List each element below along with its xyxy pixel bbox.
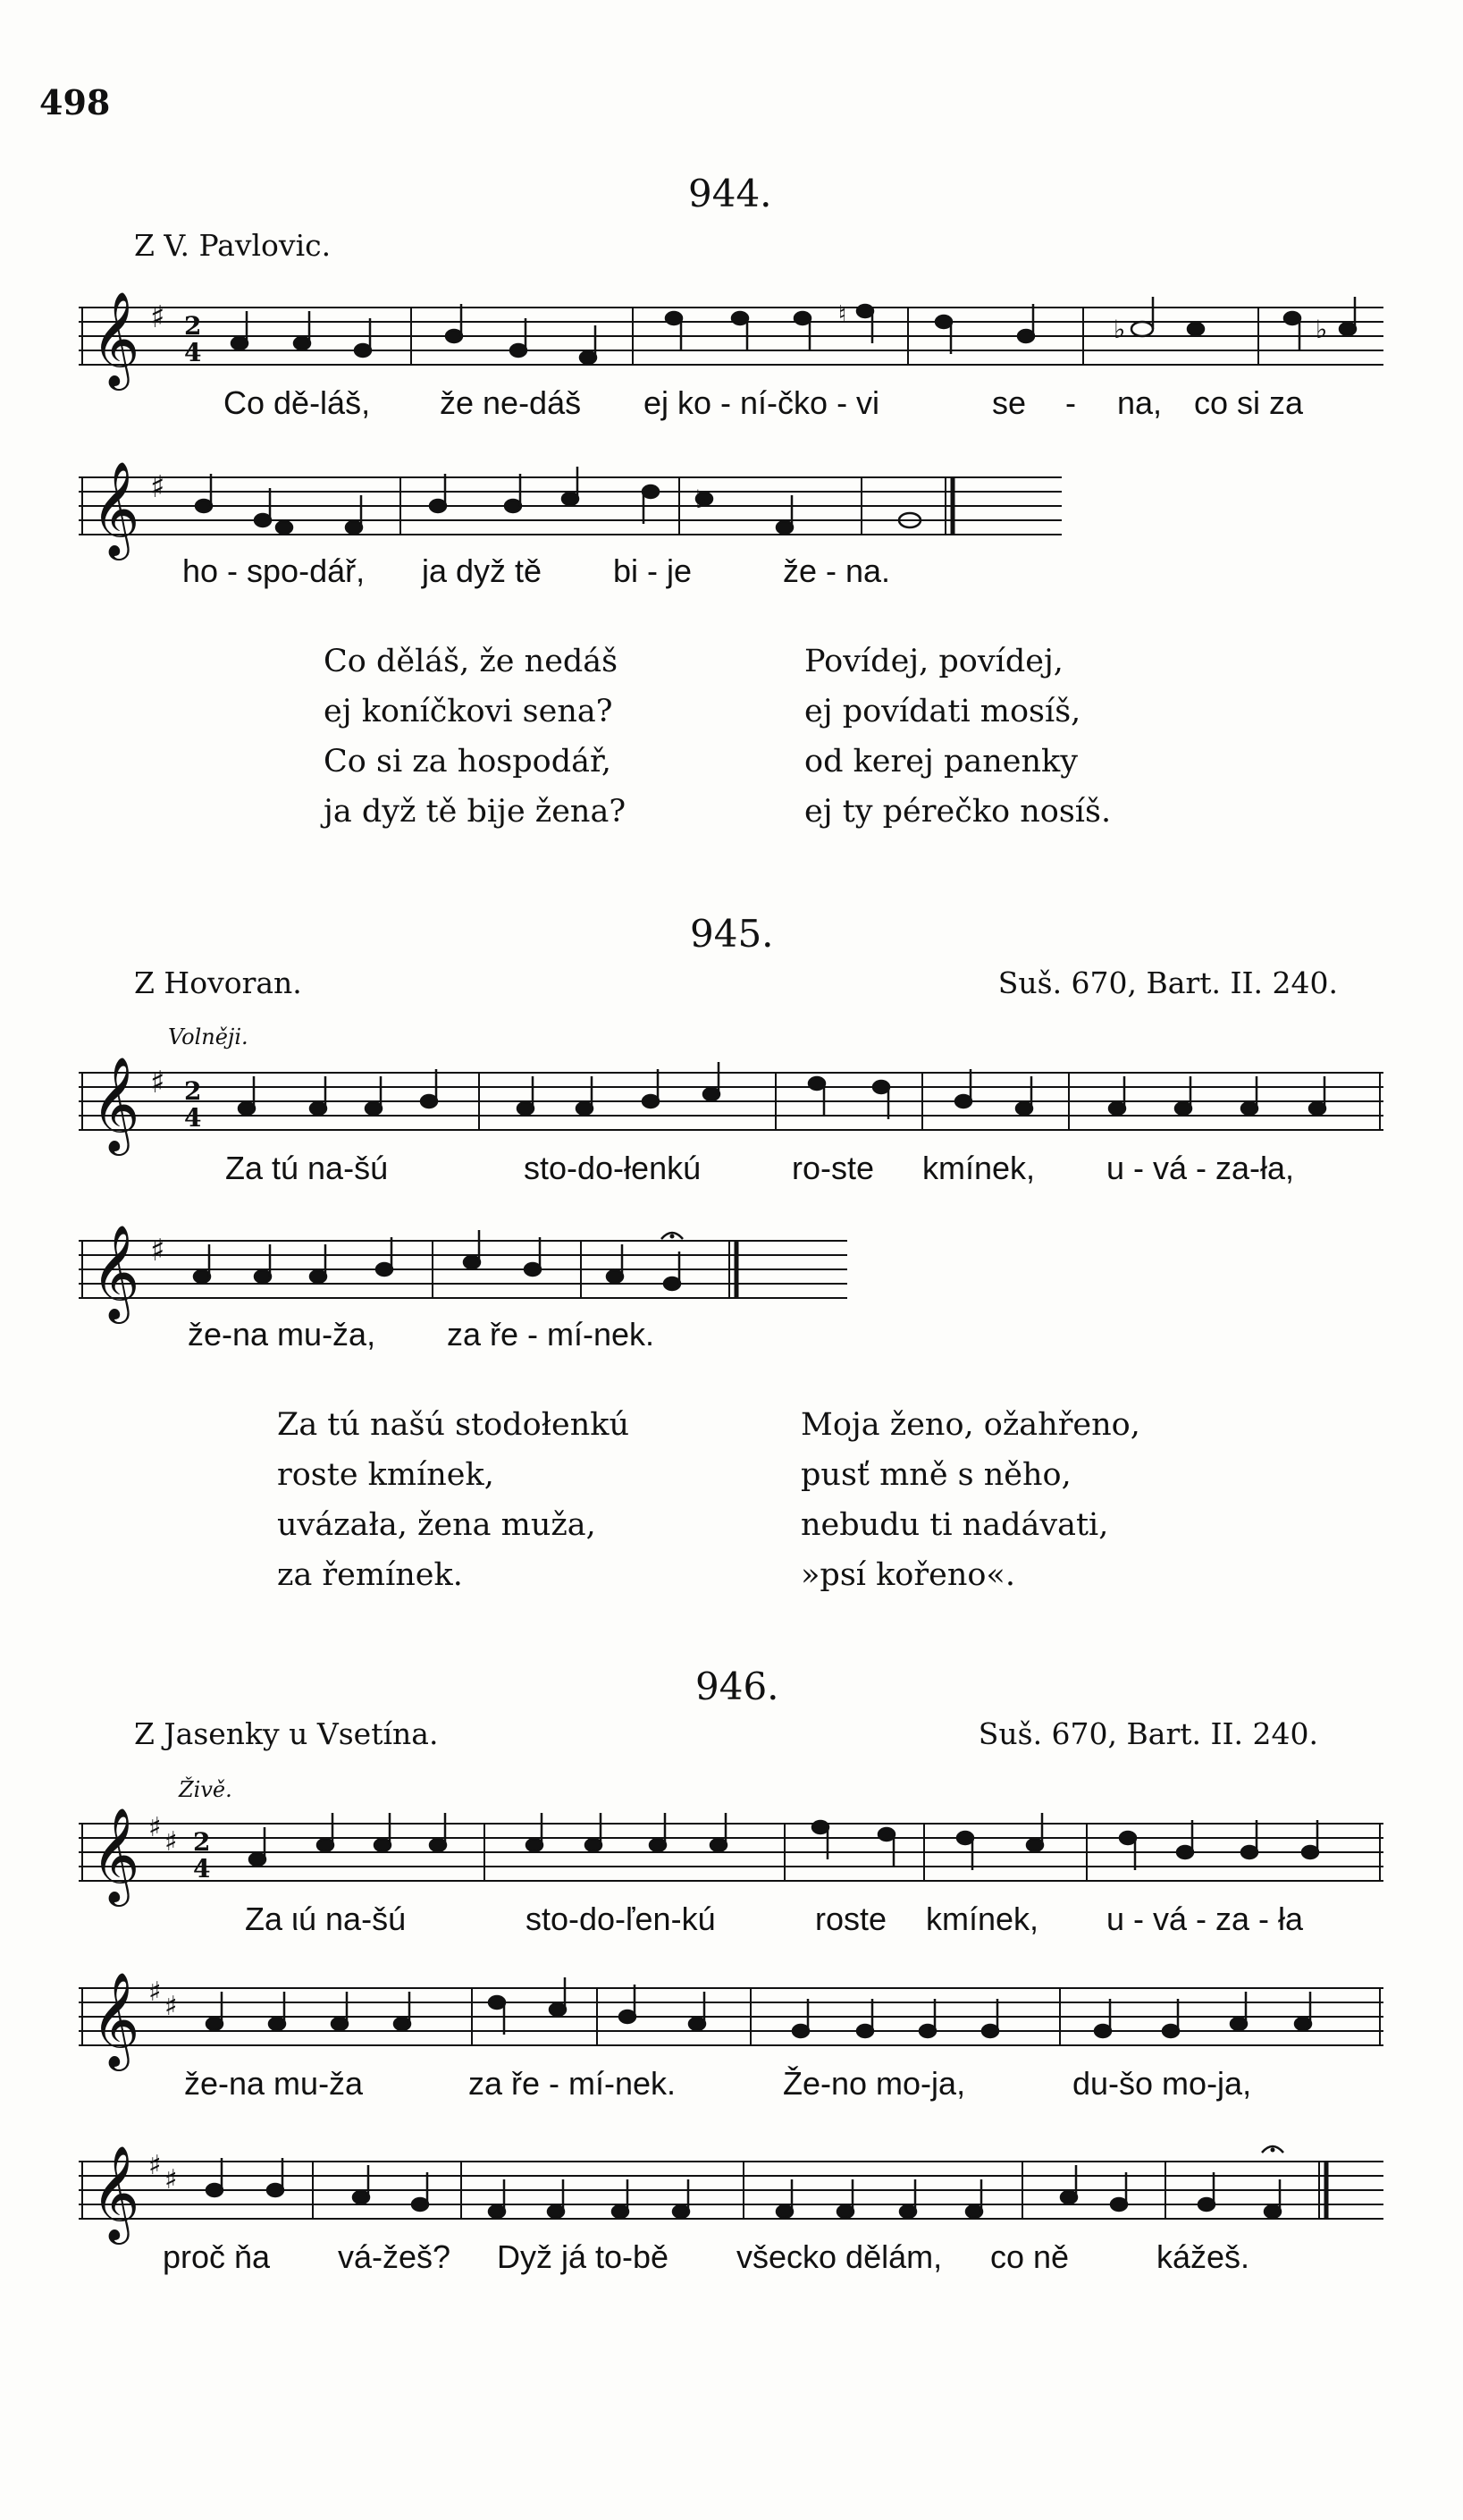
lyric-946-3-6: kážeš. xyxy=(1156,2238,1250,2275)
svg-text:♯: ♯ xyxy=(148,1976,162,2008)
song-number-945: 945. xyxy=(690,912,774,956)
lyric-945-1-5: u - vá - za-ła, xyxy=(1106,1150,1295,1186)
lyric-944-2-4: že - na. xyxy=(783,552,891,589)
svg-text:♯: ♯ xyxy=(148,2150,162,2181)
lyric-944-1-3: ej ko - ní-čko - vi xyxy=(643,384,880,421)
lyric-944-2-3: bi - je xyxy=(613,552,693,589)
lyric-946-1-4: kmínek, xyxy=(926,1901,1039,1937)
svg-text:𝄞: 𝄞 xyxy=(91,460,140,556)
svg-text:♯: ♯ xyxy=(164,1826,178,1858)
verse-945-left: Za tú našú stodołenkú roste kmínek, uvázała, žena muža, za řemínek. xyxy=(277,1407,630,1593)
svg-text:♯: ♯ xyxy=(164,2164,178,2196)
music-staff-945-2 xyxy=(79,1219,847,1327)
svg-text:♭: ♭ xyxy=(695,485,708,514)
svg-text:♯: ♯ xyxy=(150,299,165,335)
svg-text:2: 2 xyxy=(193,1827,211,1857)
music-staff-944-1 xyxy=(79,286,1383,393)
svg-text:♯: ♯ xyxy=(148,1812,162,1843)
song-reference-946: Suš. 670, Bart. II. 240. xyxy=(978,1716,1318,1751)
svg-text:♯: ♯ xyxy=(150,469,165,505)
lyric-946-1-3: roste xyxy=(815,1901,887,1937)
lyric-945-1-1: Za tú na-šú xyxy=(225,1150,389,1186)
svg-text:2: 2 xyxy=(184,1076,202,1106)
svg-text:𝄞: 𝄞 xyxy=(91,2145,140,2240)
tempo-marking-946: Živě. xyxy=(179,1777,232,1802)
lyric-944-1-1: Co dě-láš, xyxy=(223,384,371,421)
lyric-945-1-2: sto-do-łenkú xyxy=(524,1150,702,1186)
lyric-946-2-3: Že-no mo-ja, xyxy=(783,2065,966,2102)
lyric-946-1-1: Za ιú na-šú xyxy=(245,1901,407,1937)
svg-text:𝄞: 𝄞 xyxy=(91,1056,140,1151)
lyric-945-2-2: za ře - mí-nek. xyxy=(447,1316,655,1353)
music-staff-946-2 xyxy=(79,1967,1383,2074)
lyric-945-2-1: že-na mu-ža, xyxy=(188,1316,376,1353)
lyric-944-2-1: ho - spo-dář, xyxy=(182,552,366,589)
svg-text:♮: ♮ xyxy=(838,301,847,328)
lyric-946-3-5: co ně xyxy=(990,2238,1070,2275)
lyric-945-1-4: kmínek, xyxy=(922,1150,1036,1186)
lyric-944-1-7: co si za xyxy=(1194,384,1304,421)
svg-text:♯: ♯ xyxy=(150,1065,165,1100)
song-origin-945: Z Hovoran. xyxy=(134,965,302,1000)
song-origin-946: Z Jasenky u Vsetína. xyxy=(134,1716,439,1751)
verse-944-left: Co děláš, že nedáš ej koníčkovi sena? Co si za hospodář, ja dyž tě bije žena? xyxy=(324,644,626,830)
song-number-944: 944. xyxy=(688,172,772,215)
lyric-946-1-2: sto-do-ľen-kú xyxy=(526,1901,716,1937)
song-reference-945: Suš. 670, Bart. II. 240. xyxy=(997,965,1338,1000)
song-number-946: 946. xyxy=(695,1665,779,1708)
music-staff-944-2 xyxy=(79,456,1062,563)
svg-text:4: 4 xyxy=(184,338,202,367)
lyric-945-1-3: ro-ste xyxy=(792,1150,875,1186)
verse-945-right: Moja ženo, ožahřeno, pusť mně s něho, nebudu ti nadávati, »psí kořeno«. xyxy=(801,1407,1140,1593)
lyric-946-2-1: že-na mu-ža xyxy=(184,2065,364,2102)
svg-text:4: 4 xyxy=(184,1103,202,1133)
lyric-944-1-2: že ne-dáš xyxy=(440,384,582,421)
page-number: 498 xyxy=(39,82,111,122)
music-staff-946-1 xyxy=(79,1802,1383,1909)
lyric-944-2-2: ja dyž tě xyxy=(422,552,542,589)
svg-text:2: 2 xyxy=(184,311,202,341)
music-staff-945-1 xyxy=(79,1051,1383,1159)
svg-text:𝄞: 𝄞 xyxy=(91,291,140,386)
lyric-946-3-4: všecko dělám, xyxy=(736,2238,943,2275)
lyric-946-1-5: u - vá - za - ła xyxy=(1106,1901,1304,1937)
svg-text:4: 4 xyxy=(193,1854,211,1884)
lyric-946-2-2: za ře - mí-nek. xyxy=(468,2065,677,2102)
lyric-946-2-4: du-šo mo-ja, xyxy=(1072,2065,1252,2102)
svg-text:𝄞: 𝄞 xyxy=(91,1971,140,2067)
lyric-946-3-2: vá-žeš? xyxy=(338,2238,451,2275)
lyric-944-1-6: na, xyxy=(1117,384,1163,421)
lyric-946-3-3: Dyž já to-bě xyxy=(497,2238,669,2275)
tempo-marking-945: Volněji. xyxy=(168,1024,248,1049)
svg-text:♯: ♯ xyxy=(164,1991,178,2022)
lyric-946-3-1: proč ňa xyxy=(163,2238,271,2275)
music-staff-946-3 xyxy=(79,2140,1383,2247)
svg-text:𝄞: 𝄞 xyxy=(91,1224,140,1319)
lyric-944-1-5: - xyxy=(1065,384,1076,421)
lyric-944-1-4: se xyxy=(992,384,1027,421)
svg-text:♭: ♭ xyxy=(1114,315,1126,344)
svg-text:♯: ♯ xyxy=(150,1233,165,1268)
song-origin-944: Z V. Pavlovic. xyxy=(134,228,332,263)
verse-944-right: Povídej, povídej, ej povídati mosíš, od kerej panenky ej ty pérečko nosíš. xyxy=(804,644,1112,830)
svg-text:♭: ♭ xyxy=(1316,315,1328,344)
svg-text:𝄞: 𝄞 xyxy=(91,1807,140,1902)
